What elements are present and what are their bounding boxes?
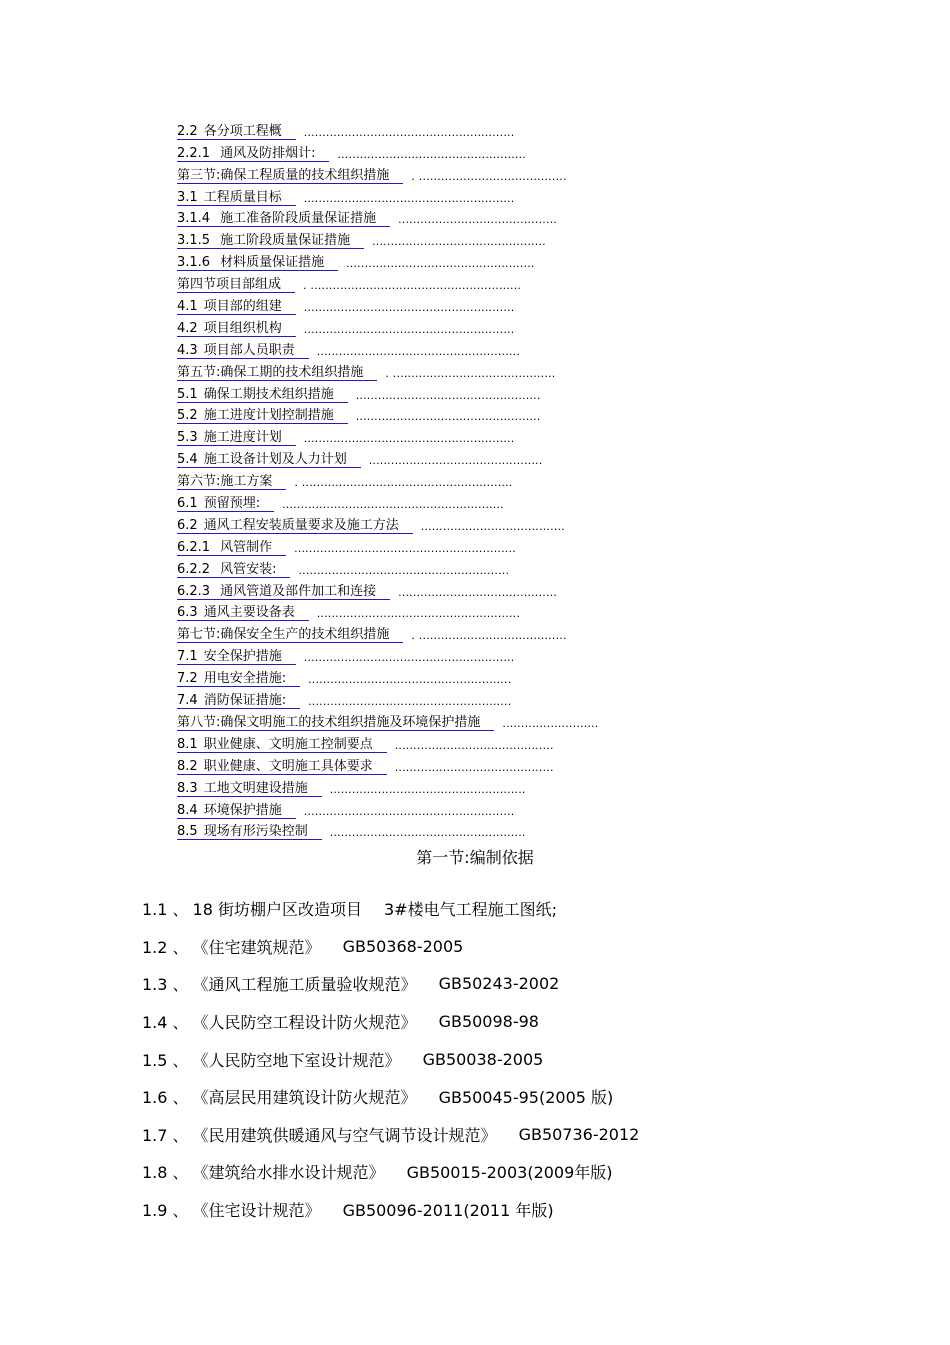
- toc-title: 第七节:确保安全生产的技术组织措施: [177, 627, 390, 643]
- toc-entry[interactable]: [177, 687, 737, 709]
- toc-leader-dots: [282, 497, 504, 512]
- toc-dots-prefix: .: [385, 366, 393, 380]
- toc-link[interactable]: [177, 781, 322, 797]
- toc-entry[interactable]: [177, 665, 737, 687]
- toc-dots-fill: .......................................................: [316, 607, 521, 621]
- toc-leader-dots: [356, 409, 541, 424]
- toc-number: 3.1.6: [177, 255, 211, 271]
- toc-link[interactable]: [177, 759, 387, 775]
- toc-title: 施工阶段质量保证措施: [220, 233, 351, 249]
- toc-leader-dots: [411, 628, 566, 643]
- toc-link[interactable]: [177, 671, 300, 687]
- toc-link[interactable]: [177, 211, 390, 227]
- toc-entry[interactable]: [177, 753, 737, 775]
- reference-title: 《住宅设计规范》: [192, 1201, 321, 1221]
- toc-leader-dots: [304, 431, 515, 446]
- toc-number: 5.4: [177, 452, 198, 468]
- toc-link[interactable]: [177, 737, 387, 753]
- toc-dots-fill: ...................................................: [346, 257, 535, 271]
- toc-entry[interactable]: [177, 534, 737, 556]
- toc-title: 施工进度计划控制措施: [203, 408, 334, 424]
- toc-title: 各分项工程概: [203, 123, 282, 139]
- toc-entry[interactable]: [177, 227, 737, 249]
- toc-number: 3.1.4: [177, 211, 211, 227]
- toc-link[interactable]: [177, 803, 296, 819]
- toc-link[interactable]: [177, 562, 290, 578]
- toc-dots-fill: .........................................................: [303, 804, 515, 818]
- toc-link[interactable]: [177, 168, 403, 184]
- reference-code: GB50045-95(2005 版): [438, 1088, 614, 1108]
- toc-leader-dots: [304, 300, 515, 315]
- toc-link[interactable]: [177, 605, 309, 621]
- toc-number: 6.3: [177, 605, 198, 621]
- toc-entry[interactable]: [177, 556, 737, 578]
- toc-leader-dots: [304, 650, 515, 665]
- toc-leader-dots: [308, 672, 511, 687]
- toc-title: 职业健康、文明施工具体要求: [203, 758, 373, 774]
- reference-number: 1.1 、: [142, 900, 189, 920]
- toc-leader-dots: [304, 804, 515, 819]
- toc-link[interactable]: [177, 430, 296, 446]
- toc-dots-prefix: .: [303, 279, 311, 293]
- toc-link[interactable]: [177, 343, 309, 359]
- toc-entry[interactable]: [177, 293, 737, 315]
- toc-title: 施工进度计划: [203, 430, 282, 446]
- toc-number: 8.4: [177, 802, 198, 818]
- toc-link[interactable]: [177, 627, 403, 643]
- toc-entry[interactable]: [177, 271, 737, 293]
- toc-entry[interactable]: [177, 206, 737, 228]
- toc-link[interactable]: [177, 649, 296, 665]
- toc-dots-fill: ..........................: [502, 716, 599, 730]
- reference-title: 18 街坊棚户区改造项目: [192, 900, 362, 920]
- toc-link[interactable]: [177, 233, 364, 249]
- reference-title: 《住宅建筑规范》: [192, 937, 321, 957]
- toc-link[interactable]: [177, 496, 274, 512]
- toc-number: 4.1: [177, 299, 198, 315]
- toc-leader-dots: [502, 716, 598, 731]
- reference-code: 3#楼电气工程施工图纸;: [384, 900, 557, 920]
- reference-item: [142, 1153, 842, 1191]
- toc-dots-fill: ...................................................: [337, 147, 526, 161]
- reference-item: [142, 928, 842, 966]
- toc-dots-fill: .....................................................: [329, 782, 526, 796]
- toc-title: 材料质量保证措施: [220, 255, 325, 271]
- toc-link[interactable]: [177, 408, 348, 424]
- toc-leader-dots: [330, 825, 526, 840]
- toc-dots-fill: .........................................................: [303, 301, 515, 315]
- toc-leader-dots: [317, 606, 520, 621]
- toc-entry[interactable]: [177, 643, 737, 665]
- toc-entry[interactable]: [177, 381, 737, 403]
- toc-number: 3.1.5: [177, 233, 211, 249]
- toc-link[interactable]: [177, 715, 494, 731]
- toc-number: 6.1: [177, 496, 198, 512]
- toc-entry[interactable]: [177, 403, 737, 425]
- toc-link[interactable]: [177, 277, 295, 293]
- reference-code: GB50736-2012: [518, 1124, 640, 1144]
- reference-title: 《高层民用建筑设计防火规范》: [192, 1088, 417, 1108]
- toc-link[interactable]: [177, 190, 296, 206]
- toc-dots-fill: .........................................................: [310, 279, 522, 293]
- reference-title: 《通风工程施工质量验收规范》: [192, 975, 417, 995]
- toc-dots-fill: ...............................................: [372, 235, 546, 249]
- toc-leader-dots: [411, 169, 566, 184]
- toc-link[interactable]: [177, 255, 338, 271]
- toc-title: 环境保护措施: [203, 802, 282, 818]
- toc-dots-fill: ........................................: [418, 169, 567, 183]
- toc-title: 工地文明建设措施: [203, 780, 308, 796]
- toc-leader-dots: [308, 694, 511, 709]
- toc-dots-fill: .......................................: [420, 519, 565, 533]
- toc-number: 7.1: [177, 649, 198, 665]
- toc-number: 6.2.1: [177, 539, 211, 555]
- toc-title: 第八节:确保文明施工的技术组织措施及环境保护措施: [177, 714, 481, 730]
- toc-number: 4.3: [177, 342, 198, 358]
- reference-list: [142, 890, 842, 1228]
- toc-dots-prefix: .: [294, 476, 302, 490]
- toc-dots-fill: .......................................................: [316, 344, 521, 358]
- reference-title: 《建筑给水排水设计规范》: [192, 1163, 385, 1183]
- toc-leader-dots: [298, 563, 509, 578]
- toc-leader-dots: [304, 322, 515, 337]
- reference-title: 《人民防空地下室设计规范》: [192, 1050, 401, 1070]
- reference-code: GB50243-2002: [438, 974, 560, 994]
- toc-number: 8.5: [177, 824, 198, 840]
- toc-number: 5.1: [177, 386, 198, 402]
- toc-dots-fill: ...........................................: [394, 760, 554, 774]
- reference-item: [142, 1078, 842, 1116]
- toc-link[interactable]: [177, 387, 348, 403]
- toc-leader-dots: [395, 760, 554, 775]
- toc-number: 6.2.2: [177, 561, 211, 577]
- toc-title: 风管制作: [220, 539, 273, 555]
- reference-title: 《民用建筑供暖通风与空气调节设计规范》: [192, 1125, 497, 1145]
- toc-entry[interactable]: [177, 424, 737, 446]
- toc-entry[interactable]: [177, 490, 737, 512]
- section-title: 第一节:编制依据: [416, 848, 534, 867]
- toc-dots-fill: .........................................................: [303, 191, 515, 205]
- reference-code: GB50368-2005: [342, 936, 464, 956]
- toc-leader-dots: [317, 344, 520, 359]
- toc-dots-fill: .........................................................: [303, 322, 515, 336]
- toc-number: 7.4: [177, 693, 198, 709]
- toc-leader-dots: [330, 782, 526, 797]
- toc-entry[interactable]: [177, 731, 737, 753]
- toc-entry[interactable]: [177, 446, 737, 468]
- toc-dots-fill: .......................................................: [308, 673, 512, 687]
- toc-leader-dots: [304, 125, 515, 140]
- toc-leader-dots: [294, 475, 512, 490]
- reference-item: [142, 1040, 842, 1078]
- toc-title: 第五节:确保工期的技术组织措施: [177, 364, 364, 380]
- toc-dots-prefix: .: [411, 629, 419, 643]
- toc-link[interactable]: [177, 146, 329, 162]
- reference-item: [142, 1003, 842, 1041]
- toc-number: 2.2.1: [177, 145, 211, 161]
- toc-dots-fill: .........................................................: [298, 563, 510, 577]
- toc-title: 通风工程安装质量要求及施工方法: [203, 517, 399, 533]
- toc-number: 7.2: [177, 671, 198, 687]
- toc-entry[interactable]: [177, 337, 737, 359]
- toc-entry[interactable]: [177, 512, 737, 534]
- reference-code: GB50015-2003(2009年版): [406, 1163, 613, 1183]
- toc-entry[interactable]: [177, 578, 737, 600]
- toc-leader-dots: [372, 234, 546, 249]
- toc-entry[interactable]: [177, 709, 737, 731]
- toc-number: 6.2: [177, 517, 198, 533]
- toc-dots-fill: ............................................................: [294, 541, 516, 555]
- toc-link[interactable]: [177, 365, 377, 381]
- toc-dots-fill: .........................................................: [303, 432, 515, 446]
- toc-entry[interactable]: [177, 359, 737, 381]
- toc-dots-fill: ............................................: [392, 366, 556, 380]
- toc-link[interactable]: [177, 824, 322, 840]
- toc-link[interactable]: [177, 452, 361, 468]
- toc-entry[interactable]: [177, 775, 737, 797]
- toc-link[interactable]: [177, 299, 296, 315]
- reference-code: GB50096-2011(2011 年版): [342, 1201, 554, 1221]
- toc-link[interactable]: [177, 474, 286, 490]
- toc-link[interactable]: [177, 540, 286, 556]
- toc-entry[interactable]: [177, 118, 737, 140]
- toc-title: 通风管道及部件加工和连接: [220, 583, 377, 599]
- toc-entry[interactable]: [177, 621, 737, 643]
- reference-number: 1.5 、: [142, 1050, 189, 1070]
- toc-title: 施工设备计划及人力计划: [203, 452, 347, 468]
- toc-title: 消防保证措施:: [203, 693, 287, 709]
- toc-link[interactable]: [177, 124, 296, 140]
- toc-entry[interactable]: [177, 600, 737, 622]
- toc-entry[interactable]: [177, 140, 737, 162]
- toc-title: 项目部人员职责: [203, 342, 295, 358]
- toc-link[interactable]: [177, 693, 300, 709]
- toc-dots-fill: .....................................................: [329, 826, 526, 840]
- reference-item: [142, 1191, 842, 1229]
- reference-code: GB50038-2005: [422, 1049, 544, 1069]
- reference-number: 1.8 、: [142, 1163, 189, 1183]
- reference-number: 1.3 、: [142, 975, 189, 995]
- toc-title: 通风及防排烟计:: [220, 145, 316, 161]
- toc-leader-dots: [303, 278, 521, 293]
- reference-title: 《人民防空工程设计防火规范》: [192, 1013, 417, 1033]
- toc-entry[interactable]: [177, 184, 737, 206]
- toc-entry[interactable]: [177, 797, 737, 819]
- toc-leader-dots: [395, 738, 554, 753]
- reference-number: 1.4 、: [142, 1013, 189, 1033]
- toc-leader-dots: [385, 366, 555, 381]
- toc-title: 工程质量目标: [203, 189, 282, 205]
- toc-dots-prefix: .: [411, 169, 419, 183]
- toc-dots-fill: ...........................................: [398, 585, 558, 599]
- toc-title: 现场有形污染控制: [203, 824, 308, 840]
- toc-number: 5.2: [177, 408, 198, 424]
- toc-entry[interactable]: [177, 162, 737, 184]
- toc-title: 项目部的组建: [203, 299, 282, 315]
- toc-number: 6.2.3: [177, 583, 211, 599]
- toc-number: 5.3: [177, 430, 198, 446]
- toc-title: 预留预埋:: [203, 496, 261, 512]
- toc-leader-dots: [398, 212, 557, 227]
- toc-number: 3.1: [177, 189, 198, 205]
- toc-dots-fill: ...........................................: [398, 213, 558, 227]
- toc-link[interactable]: [177, 584, 390, 600]
- toc-leader-dots: [304, 191, 515, 206]
- toc-title: 安全保护措施: [203, 649, 282, 665]
- reference-code: GB50098-98: [438, 1012, 539, 1032]
- toc-entry[interactable]: [177, 819, 737, 841]
- toc-title: 项目组织机构: [203, 320, 282, 336]
- toc-leader-dots: [398, 585, 557, 600]
- toc-dots-fill: .........................................................: [303, 651, 515, 665]
- toc-title: 施工准备阶段质量保证措施: [220, 211, 377, 227]
- toc-number: 8.2: [177, 758, 198, 774]
- toc-leader-dots: [356, 388, 541, 403]
- reference-item: [142, 890, 842, 928]
- toc-link[interactable]: [177, 321, 296, 337]
- toc-title: 通风主要设备表: [203, 605, 295, 621]
- toc-dots-fill: .........................................................: [301, 476, 513, 490]
- toc-number: 2.2: [177, 123, 198, 139]
- toc-title: 用电安全措施:: [203, 671, 287, 687]
- toc-entry[interactable]: [177, 315, 737, 337]
- reference-number: 1.2 、: [142, 937, 189, 957]
- reference-number: 1.6 、: [142, 1088, 189, 1108]
- reference-number: 1.9 、: [142, 1201, 189, 1221]
- toc-number: 8.1: [177, 736, 198, 752]
- toc-leader-dots: [337, 147, 526, 162]
- toc-title: 第六节:施工方案: [177, 474, 273, 490]
- toc-dots-fill: ..................................................: [355, 388, 541, 402]
- toc-dots-fill: ...........................................: [394, 738, 554, 752]
- toc-dots-fill: ...............................................: [368, 454, 543, 468]
- toc-title: 风管安装:: [220, 561, 277, 577]
- table-of-contents: [177, 118, 737, 840]
- toc-dots-fill: ..................................................: [355, 410, 541, 424]
- toc-number: 8.3: [177, 780, 198, 796]
- toc-dots-fill: ........................................: [418, 629, 567, 643]
- toc-dots-fill: ............................................................: [282, 498, 504, 512]
- toc-entry[interactable]: [177, 249, 737, 271]
- toc-title: 第三节:确保工程质量的技术组织措施: [177, 167, 390, 183]
- reference-item: [142, 1116, 842, 1154]
- toc-dots-fill: .........................................................: [303, 125, 515, 139]
- toc-leader-dots: [294, 541, 516, 556]
- toc-number: 4.2: [177, 320, 198, 336]
- toc-entry[interactable]: [177, 468, 737, 490]
- toc-dots-fill: .......................................................: [308, 695, 512, 709]
- toc-leader-dots: [369, 453, 543, 468]
- toc-link[interactable]: [177, 518, 413, 534]
- toc-title: 职业健康、文明施工控制要点: [203, 736, 373, 752]
- toc-title: 第四节项目部组成: [177, 277, 282, 293]
- toc-title: 确保工期技术组织措施: [203, 386, 334, 402]
- toc-leader-dots: [421, 519, 565, 534]
- reference-number: 1.7 、: [142, 1125, 189, 1145]
- reference-item: [142, 965, 842, 1003]
- toc-leader-dots: [346, 256, 535, 271]
